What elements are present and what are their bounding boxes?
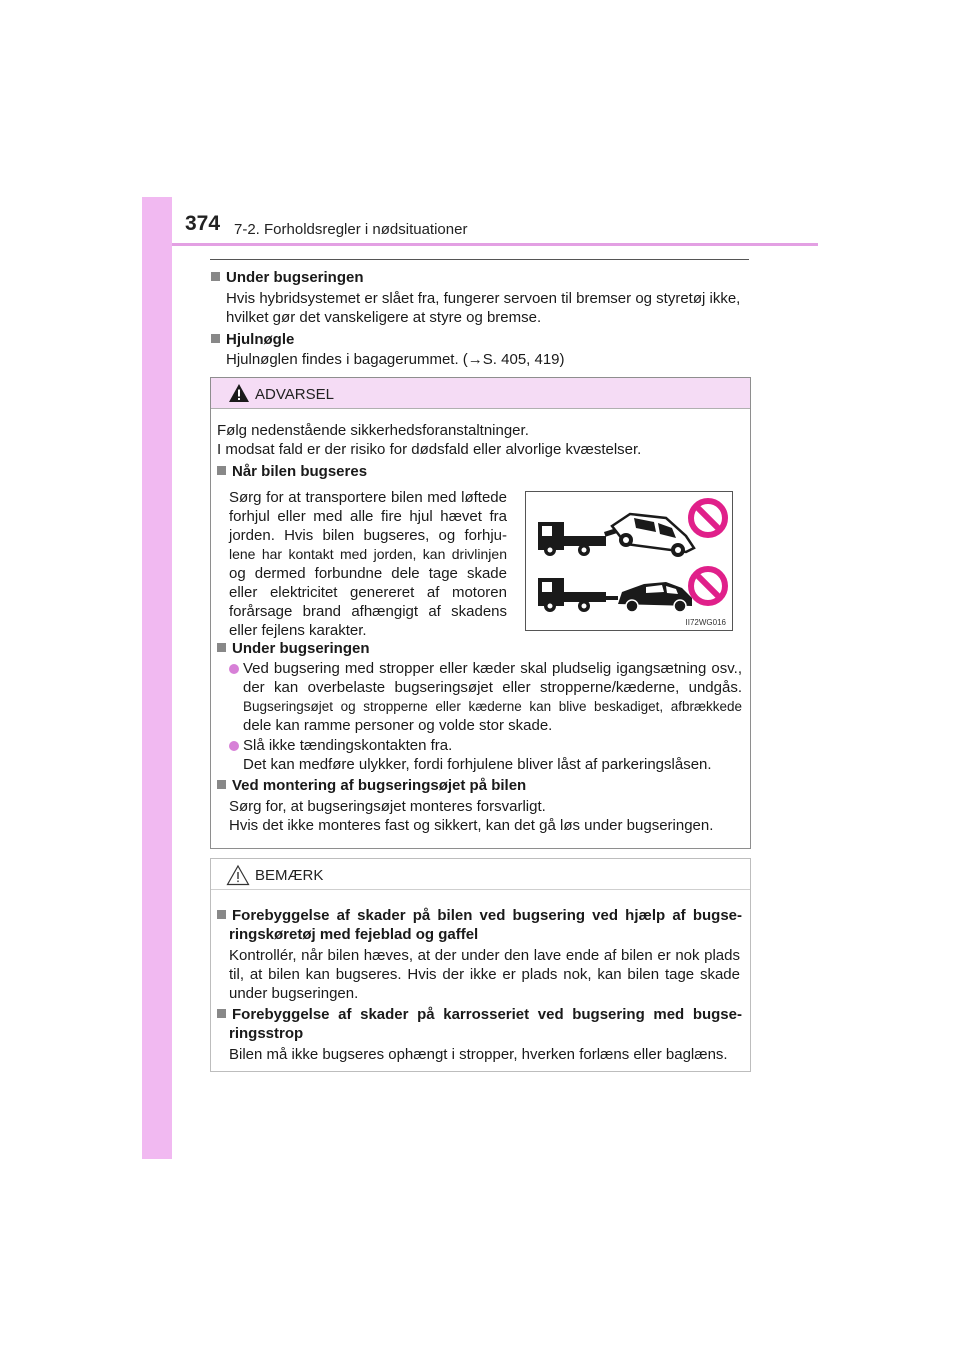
round-bullet-icon [229, 664, 239, 674]
intro-line: hvilket gør det vanskeligere at styre og bremse. [226, 309, 542, 326]
round-bullet-icon [229, 741, 239, 751]
towing-text-line: forhjul eller med alle fire hjul hævet fra [229, 508, 507, 525]
bullet2-line: Det kan medføre ulykker, fordi forhjulene bliver låst af parkeringslåsen. [243, 756, 712, 773]
prohibited-sign-top [691, 501, 725, 535]
intro-line: Hvis hybridsystemet er slået fra, fungerer servoen til bremser og styretøj ikke, [226, 290, 741, 307]
notice-heading-line: ringsstrop [229, 1025, 304, 1042]
square-bullet-icon [217, 466, 226, 475]
mounting-line: Hvis det ikke monteres fast og sikkert, kan det gå løs under bugseringen. [229, 817, 714, 834]
bullet2-line: Slå ikke tændingskontakten fra. [243, 737, 453, 754]
section-title: 7-2. Forholdsregler i nødsituationer [234, 221, 468, 238]
warning-heading-mounting: Ved montering af bugseringsøjet på bilen [217, 776, 526, 795]
tow-truck-bottom [538, 578, 618, 612]
header-rule [172, 243, 818, 246]
arrow-right-icon: → [467, 351, 483, 368]
notice-p2-line: Bilen må ikke bugseres ophængt i stropper, hverken forlæns eller baglæns. [229, 1046, 728, 1063]
square-bullet-icon [217, 1009, 226, 1018]
notice-triangle-icon [226, 864, 250, 886]
towing-text-line: forårsage brand afhængigt af skadens [229, 603, 507, 620]
content-rule [210, 259, 749, 260]
bullet1-line: Ved bugsering med stropper eller kæder skal pludselig igangsætning osv., [243, 660, 742, 677]
notice-heading-line: Forebyggelse af skader på bilen ved bugsering ved hjælp af bugse- [217, 906, 742, 925]
notice-p1-line: til, at bilen kan bugseres. Hvis der ikke er plads nok, kan bilen tage skade [229, 966, 740, 983]
bullet1-line: der kan overbelaste bugseringsøjet eller stropperne/kæderne, undgås. [243, 679, 742, 696]
warning-label: ADVARSEL [255, 386, 334, 403]
towing-text-line: jorden. Hvis bilen bugseres, og forhju- [229, 527, 507, 544]
notice-heading-line: Forebyggelse af skader på karrosseriet ved bugsering med bugse- [217, 1005, 742, 1024]
square-bullet-icon [211, 272, 220, 281]
notice-label: BEMÆRK [255, 867, 324, 884]
notice-p1-line: under bugseringen. [229, 985, 359, 1002]
figure-code: II72WG016 [685, 618, 726, 627]
warning-triangle-icon [228, 383, 250, 403]
notice-heading-line: ringskøretøj med fejeblad og gaffel [229, 926, 479, 943]
bullet1-line: dele kan ramme personer og volde stor skade. [243, 717, 553, 734]
square-bullet-icon [211, 334, 220, 343]
intro-heading-wheel-wrench: Hjulnøgle [211, 330, 294, 349]
chapter-tab-strip [142, 197, 172, 1159]
square-bullet-icon [217, 780, 226, 789]
square-bullet-icon [217, 643, 226, 652]
notice-p1-line: Kontrollér, når bilen hæves, at der under den lave ende af bilen er nok plads [229, 947, 740, 964]
towing-text-line: eller fejlens karakter. [229, 622, 367, 639]
intro-heading-towing: Under bugseringen [211, 268, 364, 287]
towing-illustration [525, 491, 733, 631]
prohibited-sign-bottom [691, 569, 725, 603]
warning-header [211, 378, 750, 409]
tow-truck-illustration [526, 492, 732, 630]
towing-text-line: Sørg for at transportere bilen med løftede [229, 489, 507, 506]
towed-car-bottom [618, 582, 692, 612]
notice-header [211, 859, 750, 890]
towed-car-top [612, 514, 694, 557]
wheel-wrench-line: Hjulnøglen findes i bagagerummet. (→S. 405, 419) [226, 351, 565, 368]
towing-text-line: lene har kontakt med jorden, kan drivlinjen [229, 546, 507, 562]
warning-intro-line: I modsat fald er der risiko for dødsfald eller alvorlige kvæstelser. [217, 441, 642, 458]
warning-heading-when-towed: Når bilen bugseres [217, 462, 367, 481]
warning-heading-during-towing: Under bugseringen [217, 639, 370, 658]
page-number: 374 [185, 212, 221, 235]
square-bullet-icon [217, 910, 226, 919]
mounting-line: Sørg for, at bugseringsøjet monteres forsvarligt. [229, 798, 546, 815]
towing-text-line: og dermed forbundne dele tage skade [229, 565, 507, 582]
towing-text-line: eller elektricitet genereret af motoren [229, 584, 507, 601]
warning-intro-line: Følg nedenstående sikkerhedsforanstaltninger. [217, 422, 529, 439]
bullet1-line: Bugseringsøjet og stropperne eller kæderne kan blive beskadiget, afbrækkede [243, 699, 742, 714]
